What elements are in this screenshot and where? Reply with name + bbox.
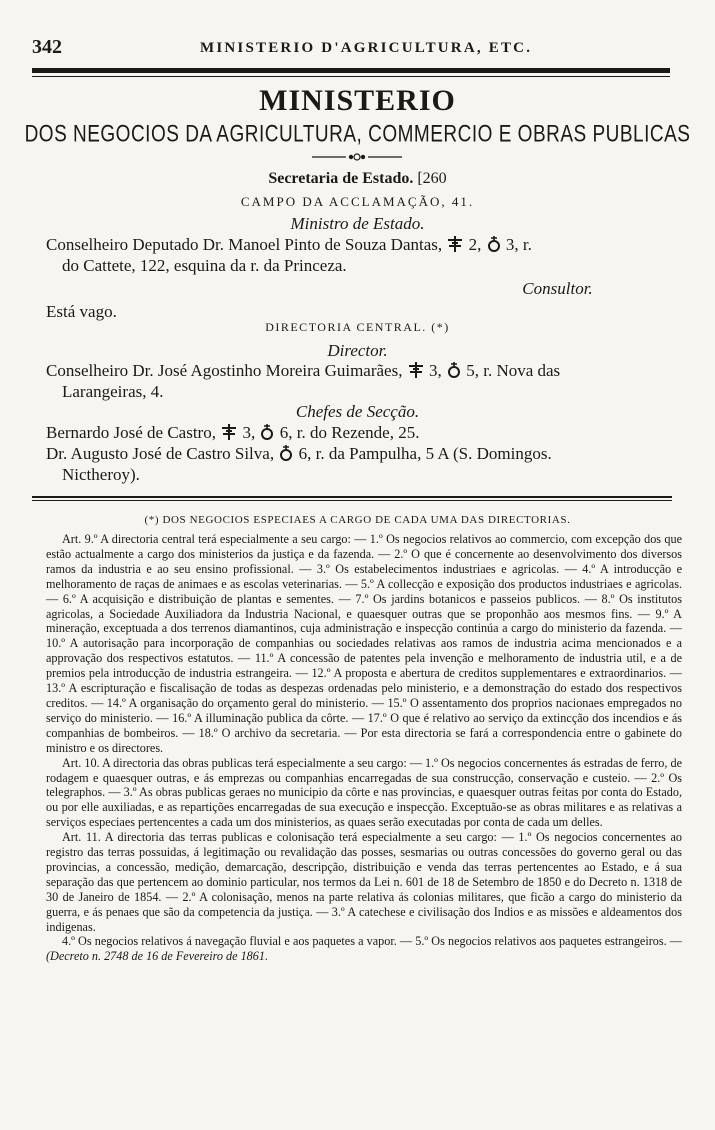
decree-reference: (Decreto n. 2748 de 16 de Fevereiro de 1861. — [46, 949, 269, 964]
cross-decoration-icon — [407, 361, 425, 379]
director-heading: Director. — [327, 341, 388, 360]
chefe-2 — [46, 444, 552, 464]
ministro-heading: Ministro de Estado. — [290, 214, 425, 233]
secretaria-label: Secretaria de Estado. — [268, 170, 414, 187]
director-line-2: Larangeiras, 4. — [62, 382, 164, 401]
chefe-2-name: Dr. Augusto José de Castro Silva, — [46, 444, 275, 463]
footnote-rule-thick — [32, 496, 672, 498]
chefe-1 — [46, 423, 419, 443]
director-rose-grade: 5, r. Nova das — [466, 361, 561, 380]
footnote-art-9: Art. 9.º A directoria central terá especialmente a seu cargo: — 1.º Os negocios relativos ao commercio, com excepção dos que estão actualmente a cargo dos ministerios da justiça e da fazenda. — 2.º O que é concernente ao desenvolvimento dos diversos ramos da industria e ao seu ensino profissional. — 3.º Os estabelecimentos industriaes e agricolas. — 4.º A introducção e melhoramento de raças de animaes e as escolas veterinarias. — 5.º A collecção e exposição dos productos industriaes e agricolas. — 6.º A acquisição e distribuição de plantas e sementes. — 7.º Os jardins botanicos e passeios publicos. — 8.º Os institutos agricolas, a Sociedade Auxiliadora da Industria Nacional, e quaesquer outras que se proponhão aos mesmos fins. — 9.º A mineração, exceptuada a dos terrenos diamantinos, cuja administração e inspecção continúa a cargo do ministerio da fazenda. — 10.º A autorisação para incorporação de companhias ou sociedades relativas aos ramos de industria acima mencionados e a approvação dos respectivos estatutos. — 11.º A concessão de patentes pela invenção e melhoramento de industria util, e a de premios pela introducção de industria estrangeira. — 12.º A proposta e abertura de creditos supplementares e extraordinarios. — 13.º A escripturação e fiscalisação de todas as despezas ordenadas pelo ministerio, e a demonstração do estado dos respectivos creditos. — 14.º A organisação do orçamento geral do ministerio. — 15.º O assentamento dos proprios nacionaes empregados no serviço do ministerio. — 16.º A illuminação publica da côrte. — 17.º O que é relativo ao serviço da extincção dos incendios e ás companhias de bombeiros. — 18.º O archivo da secretaria. — Por esta directoria se fará a correspondencia entre o gabinete do ministro e os directores. — [46, 532, 682, 755]
chefes-heading: Chefes de Secção. — [295, 402, 420, 421]
ornament-icon — [312, 150, 402, 164]
directoria-heading: DIRECTORIA CENTRAL. (*) — [265, 320, 450, 334]
footnote-heading: (*) DOS NEGOCIOS ESPECIAES A CARGO DE CADA UMA DAS DIRECTORIAS. — [144, 514, 571, 526]
chefe-2-line-2: Nictheroy). — [62, 465, 140, 484]
director-line-1 — [46, 361, 560, 381]
footnote-art-11-items: 4.º Os negocios relativos á navegação fluvial e aos paquetes a vapor. — 5.º Os negocios relativos aos paquetes estrangeiros. — — [62, 934, 682, 949]
chefe-1-address: 6, r. do Rezende, 25. — [279, 423, 420, 442]
chefe-2-address: 6, r. da Pampulha, 5 A (S. Domingos. — [298, 444, 552, 463]
chefe-1-name: Bernardo José de Castro, — [46, 423, 216, 442]
director-cross-grade: 3, — [428, 361, 442, 380]
header-rule-thin — [32, 76, 670, 77]
footnote-art-10: Art. 10. A directoria das obras publicas terá especialmente a seu cargo: — 1.º Os negocios concernentes ás estradas de ferro, de rodagem e quaesquer outras, e ás emprezas ou companhias encarregadas de sua construcção, conservação e custeio. — 2.º Os telegraphos. — 3.º As obras publicas geraes no municipio da côrte e nas provincias, e quaesquer outras feitas por conta do Estado, ou por elle auxiliadas, e as repartições encarregadas de sua execução e inspecção. Exceptuão-se as obras militares e as relativas a serviços especiaes pertencentes a cada um dos ministerios, as quaes serão executadas por conta de cada um delles. — [46, 755, 682, 830]
footnote-art-11: Art. 11. A directoria das terras publicas e colonisação terá especialmente a seu cargo: — 1.º Os negocios concernentes ao registro das terras possuidas, á legitimação ou revalidação das posses, sesmarias ou outras concessões do governo geral ou das provincias, a concessão, medição, demarcação, descripção, distribuição e venda das terras pertencentes ao Estado, e á sua separação das que pertencem ao dominio particular, nos termos da Lei n. 601 de 18 de Setembro de 1850 e do Decreto n. 1318 de 30 de Janeiro de 1854. — 2.º A colonisação, menos na parte relativa ás colonias militares, que ficão a cargo do ministerio da guerra, e ás penaes que são da competencia da justiça. — 3.º A catechese e civilisação dos Indios e as missões e aldeamentos dos indigenas. — [46, 830, 682, 934]
consultor-heading: Consultor. — [522, 279, 593, 298]
section-title: MINISTERIO — [259, 84, 456, 117]
secretaria-address: CAMPO DA ACCLAMAÇÃO, 41. — [240, 194, 475, 209]
ministro-line-1 — [46, 235, 532, 255]
cross-decoration-icon — [446, 235, 464, 253]
rose-decoration-icon — [259, 423, 275, 441]
rose-decoration-icon — [278, 444, 294, 462]
page-header — [30, 36, 665, 60]
page-number: 342 — [32, 36, 62, 58]
ministro-rose-grade: 3, r. — [505, 235, 532, 254]
footnote-art-11-cont — [46, 934, 682, 964]
footnote-rule-thin — [32, 500, 672, 501]
ministro-name: Conselheiro Deputado Dr. Manoel Pinto de Souza Dantas, — [46, 235, 443, 254]
footnote-body — [46, 532, 682, 964]
secretaria-phone: [260 — [417, 170, 447, 187]
header-rule-thick — [32, 68, 670, 73]
chefe-1-cross-grade: 3, — [242, 423, 256, 442]
rose-decoration-icon — [446, 361, 462, 379]
rose-decoration-icon — [486, 235, 502, 253]
ministro-address: do Cattete, 122, esquina da r. da Princeza. — [62, 256, 347, 275]
running-title: MINISTERIO D'AGRICULTURA, ETC. — [200, 40, 533, 56]
director-name: Conselheiro Dr. José Agostinho Moreira Guimarães, — [46, 361, 403, 380]
cross-decoration-icon — [220, 423, 238, 441]
consultor-text: Está vago. — [46, 302, 117, 321]
secretaria-heading — [0, 170, 715, 188]
ministro-cross-grade: 2, — [468, 235, 482, 254]
section-subtitle: DOS NEGOCIOS DA AGRICULTURA, COMMERCIO E OBRAS PUBLICAS — [24, 121, 691, 148]
